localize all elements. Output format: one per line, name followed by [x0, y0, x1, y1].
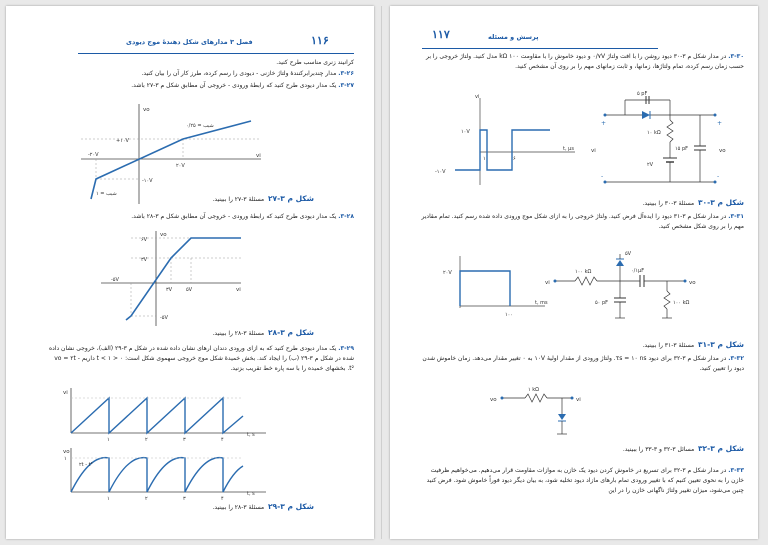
figure-32-caption — [623, 444, 744, 453]
page-number: ۱۱۶ — [311, 34, 329, 47]
chapter-title: فصل ۳ مدارهای شکل دهندهٔ موج دیودی — [126, 38, 253, 46]
r2-label: ۱۰۰ kΩ — [673, 300, 690, 306]
tick-4: ۴ — [221, 437, 224, 443]
neg-label: -۱۰V — [435, 169, 446, 175]
question-32 — [418, 354, 744, 374]
vo-label: vo — [689, 280, 696, 286]
vi-label: vi — [576, 397, 581, 403]
figure-28-caption — [212, 328, 314, 337]
t-axis-label: t, s — [247, 491, 255, 497]
figure-30-diagram — [425, 90, 735, 190]
question-number: ۳-۲۸. — [338, 213, 354, 220]
figure-label: شکل م ۳-۲۷ — [267, 194, 314, 203]
figure-31-caption — [642, 340, 744, 349]
question-number: ۳-۳۳. — [728, 467, 744, 474]
right-page — [390, 6, 758, 539]
x-axis-label: vi — [256, 153, 261, 159]
question-30 — [418, 52, 744, 72]
header-rule — [78, 53, 354, 54]
page-number: ۱۱۷ — [432, 28, 450, 41]
c1-label: ۰/۱μF — [631, 268, 645, 274]
bottom-y-label: vo — [63, 449, 70, 455]
t-axis-label: t, s — [247, 432, 255, 438]
minus-left: - — [601, 173, 604, 180]
tick-2: ۲ — [145, 437, 148, 443]
figure-27-caption — [212, 194, 314, 203]
intro-line: کرانیند زنری مناسب طرح کنید. — [276, 59, 354, 66]
figure-label: شکل م ۳-۳۱ — [697, 340, 744, 349]
vi-label: vi — [591, 148, 596, 154]
vo-label: vo — [719, 148, 726, 154]
neg-y-label: -۱۰V — [142, 178, 153, 184]
y-neg-label: -۵V — [160, 315, 168, 321]
c1-label: ۵ pF — [637, 91, 648, 97]
question-number: ۳-۲۶. — [338, 70, 354, 77]
x-axis-label: vi — [236, 287, 241, 293]
question-text: یک مدار دیودی طرح کنید که رابطهٔ ورودی - خروجی آن مطابق شکل م ۳-۲۷ باشد. — [131, 82, 337, 89]
t2-label: ۶ — [513, 156, 516, 162]
figure-caption-text: مسائل ۳-۳۲ و ۳-۳۳ را ببینید. — [622, 446, 695, 453]
plus-left: + — [601, 120, 607, 127]
figure-29-graphs — [61, 386, 271, 501]
question-26 — [46, 69, 354, 79]
chapter-title: پرسش و مسئله — [488, 33, 539, 41]
t-end-label: ۱۰۰ — [505, 312, 514, 318]
tick-3: ۳ — [183, 496, 186, 502]
batt-label: ۲V — [647, 162, 654, 168]
question-number: ۳-۲۷. — [338, 82, 354, 89]
question-text: در مدار شکل م ۳-۳۱ دیود را ایده‌آل فرض کنید. ولتاژ خروجی را به ازای شکل موج ورودی داده شده رسم کنید. تمام مقادیر مهم را بر روی شکل مشخص کنید. — [421, 213, 744, 230]
question-33 — [418, 466, 744, 496]
vo-label: vo — [490, 397, 497, 403]
vi-label: vi — [545, 280, 550, 286]
figure-caption-text: مسئلهٔ ۳-۳۰ را ببینید. — [642, 200, 695, 207]
t-axis-label: t, ms — [535, 300, 548, 306]
tick-3: ۳ — [183, 437, 186, 443]
batt-label: ۵V — [625, 251, 632, 257]
x-pos2-label: ۵V — [186, 287, 193, 293]
peak-label: ۱ — [64, 456, 67, 462]
page-gutter — [381, 6, 382, 539]
y-axis-label: vo — [143, 107, 150, 113]
tick-1: ۱ — [107, 496, 110, 502]
figure-caption-text: مسئلهٔ ۳-۲۸ را ببینید. — [212, 504, 265, 511]
figure-32-diagram — [490, 386, 590, 438]
question-31 — [418, 212, 744, 232]
figure-caption-text: مسئلهٔ ۳-۲۷ را ببینید. — [212, 196, 265, 203]
left-page-header — [6, 36, 374, 52]
figure-31-diagram — [435, 246, 725, 326]
y2-label: ۳V — [141, 257, 148, 263]
top-y-label: vi — [63, 390, 68, 396]
t1-label: ۱ — [483, 156, 486, 162]
tick-1: ۱ — [107, 437, 110, 443]
question-text: مدار چندبرابرکنندهٔ ولتاژ خازنی - دیودی را رسم کرده، طرز کار آن را بیان کنید. — [141, 70, 337, 77]
question-number: ۳-۲۹. — [338, 345, 354, 352]
formula-label: ۲t - t² — [79, 462, 93, 468]
question-29 — [46, 344, 354, 374]
tick-4: ۴ — [221, 496, 224, 502]
plus-right: + — [717, 120, 723, 127]
question-text: یک مدار دیودی طرح کنید که رابطهٔ ورودی - خروجی آن مطابق شکل م ۳-۲۸ باشد. — [131, 213, 337, 220]
question-text: یک مدار دیودی طرح کنید که به ازای ورودی دندان ارهای نشان داده شده در شکل م ۳-۲۹ (الف)، خروجی نشان داده شده در شکل م ۳-۲۹ (ب) را ایجاد کند. بخش خمیدهٔ شکل موج خروجی سهموی شکل است: ۰ < t < ۱ داریم vo = ۲t - t². بخشهای خمیده را با سه پاره خط تقریب بزنید. — [49, 345, 354, 372]
slope-bottom-label: شیب = ۱ — [96, 191, 117, 197]
x-pos1-label: ۳V — [166, 287, 173, 293]
r-label: ۱ kΩ — [528, 387, 539, 393]
t-axis-label: t, μs — [563, 146, 574, 152]
question-text: در مدار شکل م ۳-۳۲ برای دیود τs = ۱۰ ns. ولتاژ ورودی از مقدار اولیهٔ ۱۰V به ۰ تغییر مقدار می‌دهد. زمان خاموش شدن دیود را تعیین کنید. — [422, 355, 744, 372]
question-number: ۳-۳۰. — [728, 53, 744, 60]
question-27 — [46, 81, 354, 91]
right-page-header — [390, 28, 758, 52]
question-text: در مدار شکل م ۳-۳۰ دیود روشن را با افت ولتاژ ۰/۷V و دیود خاموش را با مقاومت ۱۰۰ kΩ مدل کنید. ولتاژ خروجی را بر حسب زمان رسم کرده، تمام ولتاژها، زمانها، و ثابت زمانهای مهم را بر روی آن مشخص کنید. — [426, 53, 744, 70]
y-axis-label: vo — [160, 232, 167, 238]
pos-label: ۱۰V — [461, 129, 470, 135]
figure-caption-text: مسئلهٔ ۳-۲۸ را ببینید. — [212, 330, 265, 337]
slope-top-label: شیب = ۰/۲۵ — [186, 123, 214, 129]
amp-label: ۲۰V — [443, 270, 452, 276]
figure-27-graph — [76, 101, 266, 206]
figure-28-graph — [96, 228, 246, 328]
pos-x-label: ۲۰V — [176, 163, 185, 169]
pos-y-label: +۱۰V — [116, 138, 129, 144]
question-number: ۳-۳۱. — [728, 213, 744, 220]
c2-label: ۵۰ pF — [595, 300, 609, 306]
figure-label: شکل م ۳-۳۲ — [697, 444, 744, 453]
figure-30-caption — [642, 198, 744, 207]
x-neg-label: -۵V — [111, 277, 119, 283]
r1-label: ۱۰۰ kΩ — [575, 269, 592, 275]
r1-label: ۱۰ kΩ — [647, 130, 661, 136]
c2-label: ۱۵ pF — [675, 146, 689, 152]
figure-label: شکل م ۳-۲۹ — [267, 502, 314, 511]
tick-2: ۲ — [145, 496, 148, 502]
minus-right: - — [717, 173, 720, 180]
question-text: در مدار شکل م ۳-۳۲ برای تسریع در خاموش کردن دیود یک خازن به موازات مقاومت قرار می‌دهیم. می‌خواهیم ظرفیت خازن را به نحوی تعیین کنیم که با تغییر ورودی تمام بارهای مازاد دیود تخلیه شود، به بیان دیگر دیود فوراً خاموش شود. فرض کنید چنین می‌شود، میزان تغییر ولتاژ ناگهانی خازن را در این — [426, 467, 744, 494]
figure-29-caption — [212, 502, 314, 511]
neg-x-label: -۲۰V — [88, 152, 99, 158]
y1-label: ۶V — [141, 237, 148, 243]
left-page — [6, 6, 374, 539]
question-number: ۳-۳۲. — [728, 355, 744, 362]
figure-caption-text: مسئلهٔ ۳-۳۱ را ببینید. — [642, 342, 695, 349]
figure-label: شکل م ۳-۳۰ — [697, 198, 744, 207]
vi-axis-label: vi — [475, 94, 480, 100]
header-rule — [422, 48, 658, 49]
question-28 — [46, 212, 354, 222]
figure-label: شکل م ۳-۲۸ — [267, 328, 314, 337]
